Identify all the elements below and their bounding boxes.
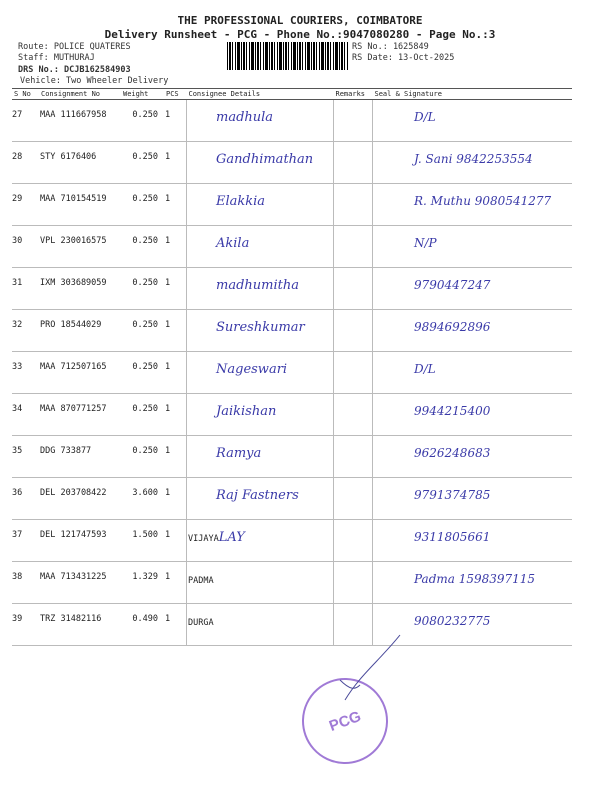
row-pcs: 1: [164, 226, 187, 268]
row-signature: [373, 352, 573, 394]
handwritten-signature: 9894692896: [414, 320, 491, 334]
row-weight: 0.250: [121, 142, 164, 184]
col-pcs: PCS: [164, 89, 187, 100]
row-pcs: 1: [164, 268, 187, 310]
row-sno: 27: [12, 100, 39, 142]
col-weight: Weight: [121, 89, 164, 100]
handwritten-signature: 9791374785: [414, 488, 491, 502]
row-signature: [373, 394, 573, 436]
row-remarks: [334, 352, 373, 394]
row-consignee: [187, 562, 334, 604]
row-pcs: 1: [164, 478, 187, 520]
row-weight: 3.600: [121, 478, 164, 520]
row-weight: 0.250: [121, 394, 164, 436]
row-consignment: MAA 713431225: [39, 562, 121, 604]
col-consignment: Consignment No: [39, 89, 121, 100]
row-signature: [373, 184, 573, 226]
handwritten-signature: J. Sani 9842253554: [414, 152, 533, 166]
row-remarks: [334, 310, 373, 352]
table-row: [12, 142, 572, 184]
staff: Staff: MUTHURAJ: [18, 53, 95, 63]
barcode: [227, 42, 349, 70]
handwritten-signature: 9311805661: [414, 530, 491, 544]
row-consignment: DDG 733877: [39, 436, 121, 478]
handwritten-signature: 9626248683: [414, 446, 491, 460]
row-consignment: DEL 121747593: [39, 520, 121, 562]
row-sno: 39: [12, 604, 39, 646]
row-pcs: 1: [164, 310, 187, 352]
table-row: [12, 436, 572, 478]
handwritten-name: Ramya: [216, 446, 262, 461]
col-consignee: Consignee Details: [187, 89, 334, 100]
table-row: [12, 604, 572, 646]
company-title: THE PROFESSIONAL COURIERS, COIMBATORE: [177, 14, 423, 27]
row-signature: [373, 562, 573, 604]
row-weight: 0.250: [121, 310, 164, 352]
row-sno: 31: [12, 268, 39, 310]
row-consignment: TRZ 31482116: [39, 604, 121, 646]
row-consignee: [187, 100, 334, 142]
handwritten-name: Akila: [216, 236, 250, 251]
row-remarks: [334, 478, 373, 520]
row-consignment: MAA 712507165: [39, 352, 121, 394]
consignee-name: PADMA: [188, 576, 214, 586]
handwritten-name: Raj Fastners: [216, 488, 299, 503]
row-sno: 30: [12, 226, 39, 268]
row-remarks: [334, 436, 373, 478]
table-header: [12, 89, 572, 100]
row-weight: 0.250: [121, 352, 164, 394]
table-row: [12, 184, 572, 226]
handwritten-signature: 9944215400: [414, 404, 491, 418]
consignee-name: VIJAYA: [188, 534, 219, 544]
row-sno: 38: [12, 562, 39, 604]
col-remarks: Remarks: [334, 89, 373, 100]
row-weight: 0.250: [121, 436, 164, 478]
handwritten-signature: 9080232775: [414, 614, 491, 628]
drs-number: DRS No.: DCJB162584903: [18, 65, 131, 75]
handwritten-name: Gandhimathan: [216, 152, 314, 167]
handwritten-name: madhumitha: [216, 278, 299, 293]
table-row: [12, 352, 572, 394]
handwritten-signature: N/P: [414, 236, 437, 250]
row-pcs: 1: [164, 604, 187, 646]
row-consignee: [187, 352, 334, 394]
runsheet-subtitle: Delivery Runsheet - PCG - Phone No.:9047080280 - Page No.:3: [104, 28, 496, 41]
row-weight: 0.250: [121, 268, 164, 310]
rs-number: RS No.: 1625849: [352, 42, 429, 52]
row-consignee: [187, 268, 334, 310]
row-pcs: 1: [164, 436, 187, 478]
row-remarks: [334, 226, 373, 268]
row-consignment: DEL 203708422: [39, 478, 121, 520]
table-row: [12, 226, 572, 268]
row-signature: [373, 142, 573, 184]
row-weight: 1.329: [121, 562, 164, 604]
row-remarks: [334, 562, 373, 604]
row-remarks: [334, 394, 373, 436]
row-consignment: STY 6176406: [39, 142, 121, 184]
row-consignment: IXM 303689059: [39, 268, 121, 310]
row-remarks: [334, 184, 373, 226]
handwritten-name: Sureshkumar: [216, 320, 305, 335]
handwritten-name: Nageswari: [216, 362, 288, 377]
table-row: [12, 394, 572, 436]
row-signature: [373, 100, 573, 142]
row-remarks: [334, 100, 373, 142]
runsheet-table: [12, 88, 572, 646]
row-consignee: [187, 394, 334, 436]
pcg-stamp: PCG: [290, 666, 400, 776]
vehicle: Vehicle: Two Wheeler Delivery: [20, 76, 169, 86]
row-weight: 1.500: [121, 520, 164, 562]
row-consignee: [187, 184, 334, 226]
row-consignee: [187, 520, 334, 562]
handwritten-name: Elakkia: [216, 194, 266, 209]
handwritten-name: Jaikishan: [216, 404, 277, 419]
row-pcs: 1: [164, 142, 187, 184]
row-remarks: [334, 520, 373, 562]
row-pcs: 1: [164, 394, 187, 436]
row-pcs: 1: [164, 352, 187, 394]
table-row: [12, 310, 572, 352]
row-weight: 0.250: [121, 184, 164, 226]
row-sno: 29: [12, 184, 39, 226]
stamp-signature-stroke: [330, 630, 410, 710]
handwritten-signature: D/L: [414, 110, 436, 124]
row-sno: 36: [12, 478, 39, 520]
row-sno: 35: [12, 436, 39, 478]
row-sno: 28: [12, 142, 39, 184]
row-consignment: MAA 870771257: [39, 394, 121, 436]
row-pcs: 1: [164, 184, 187, 226]
row-sno: 32: [12, 310, 39, 352]
row-pcs: 1: [164, 562, 187, 604]
row-sno: 37: [12, 520, 39, 562]
row-signature: [373, 310, 573, 352]
table-row: [12, 478, 572, 520]
row-consignment: PRO 18544029: [39, 310, 121, 352]
row-sno: 34: [12, 394, 39, 436]
row-weight: 0.250: [121, 226, 164, 268]
row-consignee: [187, 142, 334, 184]
handwritten-signature: D/L: [414, 362, 436, 376]
row-consignment: MAA 710154519: [39, 184, 121, 226]
row-consignment: MAA 111667958: [39, 100, 121, 142]
row-pcs: 1: [164, 100, 187, 142]
handwritten-signature: Padma 1598397115: [414, 572, 536, 586]
handwritten-name: madhula: [216, 110, 274, 125]
table-row: [12, 562, 572, 604]
row-signature: [373, 436, 573, 478]
table-row: [12, 100, 572, 142]
row-signature: [373, 478, 573, 520]
row-remarks: [334, 268, 373, 310]
row-consignee: [187, 310, 334, 352]
handwritten-signature: 9790447247: [414, 278, 491, 292]
row-consignee: [187, 226, 334, 268]
row-sno: 33: [12, 352, 39, 394]
rs-date: RS Date: 13-Oct-2025: [352, 53, 455, 63]
handwritten-name: LAY: [218, 530, 245, 545]
row-consignment: VPL 230016575: [39, 226, 121, 268]
row-signature: [373, 268, 573, 310]
col-sno: S No: [12, 89, 39, 100]
table-row: [12, 520, 572, 562]
handwritten-signature: R. Muthu 9080541277: [414, 194, 552, 208]
row-consignee: [187, 436, 334, 478]
table-row: [12, 268, 572, 310]
col-signature: Seal & Signature: [373, 89, 573, 100]
row-weight: 0.490: [121, 604, 164, 646]
row-consignee: [187, 604, 334, 646]
row-signature: [373, 520, 573, 562]
row-pcs: 1: [164, 520, 187, 562]
row-consignee: [187, 478, 334, 520]
row-weight: 0.250: [121, 100, 164, 142]
row-remarks: [334, 142, 373, 184]
route: Route: POLICE QUATERES: [18, 42, 131, 52]
consignee-name: DURGA: [188, 618, 214, 628]
row-signature: [373, 226, 573, 268]
